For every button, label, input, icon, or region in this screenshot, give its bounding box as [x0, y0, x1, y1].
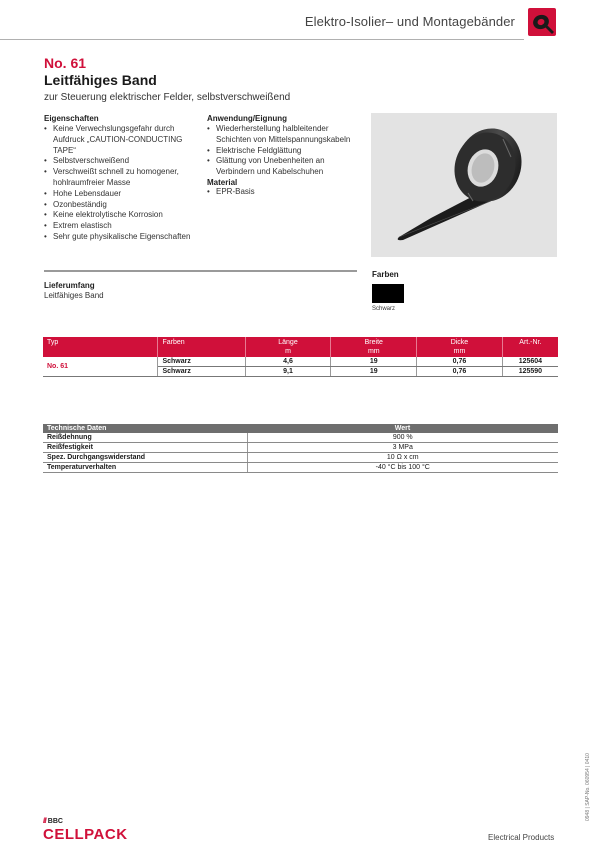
dicke-cell: 0,76 — [417, 367, 503, 377]
brand-prefix: /// BBC — [43, 818, 63, 825]
product-table — [43, 337, 558, 377]
material-title: Material — [207, 177, 238, 187]
brand-logo: CELLPACK — [43, 826, 128, 843]
product-title: Leitfähiges Band — [44, 72, 157, 88]
table-row — [43, 463, 558, 473]
product-number: No. 61 — [44, 55, 87, 71]
artnr-cell: 125590 — [502, 367, 558, 377]
lieferumfang-value: Leitfähiges Band — [44, 291, 104, 300]
section-divider — [44, 270, 357, 272]
color-swatch-black — [372, 284, 404, 303]
product-photo — [371, 113, 557, 257]
col-header-dicke: Dicke mm — [417, 337, 503, 357]
laenge-cell: 4,6 — [245, 357, 331, 367]
tech-value-cell: -40 °C bis 100 °C — [247, 463, 558, 473]
breite-cell: 19 — [331, 357, 417, 367]
table-row — [43, 443, 558, 453]
tech-data-table — [43, 424, 558, 473]
col-header-artnr: Art.-Nr. — [502, 337, 558, 357]
material-item: • EPR-Basis — [207, 187, 365, 198]
tech-header-value: Wert — [247, 424, 558, 433]
artnr-cell: 125604 — [502, 357, 558, 367]
farben-title: Farben — [372, 270, 399, 279]
eigenschaft-item: • Keine elektrolytische Korrosion — [44, 210, 202, 221]
category-title: Elektro-Isolier– und Montagebänder — [304, 14, 515, 29]
type-cell: No. 61 — [43, 357, 158, 377]
tech-value-cell: 3 MPa — [247, 443, 558, 453]
color-swatch-label: Schwarz — [372, 306, 396, 312]
table-row — [43, 433, 558, 443]
dicke-cell: 0,76 — [417, 357, 503, 367]
table-row — [43, 453, 558, 463]
tech-label-cell: Reißfestigkeit — [43, 443, 247, 453]
tech-label-cell: Temperaturverhalten — [43, 463, 247, 473]
header-divider — [0, 39, 524, 40]
eigenschaft-item: • Ozonbeständig — [44, 200, 202, 211]
eigenschaft-item: • Selbstverschweißend — [44, 156, 202, 167]
col-header-typ: Typ — [43, 337, 158, 357]
breite-cell: 19 — [331, 367, 417, 377]
col-header-farben: Farben — [158, 337, 245, 357]
anwendung-item: • Glättung von Unebenheiten an Verbindern und Kabelschuhen — [207, 156, 365, 178]
lieferumfang-title: Lieferumfang — [44, 281, 95, 290]
laenge-cell: 9,1 — [245, 367, 331, 377]
col-header-laenge: Länge m — [245, 337, 331, 357]
eigenschaften-section — [44, 114, 202, 243]
anwendung-item: • Wiederherstellung halbleitender Schichten von Mittelspannungskabeln — [207, 124, 365, 146]
tech-header-label: Technische Daten — [43, 424, 247, 433]
tape-roll-icon — [528, 8, 556, 36]
farbe-cell: Schwarz — [158, 367, 245, 377]
tech-label-cell: Reißdehnung — [43, 433, 247, 443]
eigenschaft-item: • Verschweißt schnell zu homogener, hohlraumfreier Masse — [44, 167, 202, 189]
table-row — [43, 357, 558, 367]
footer-tagline: Electrical Products — [488, 833, 555, 842]
eigenschaft-item: • Hohe Lebensdauer — [44, 189, 202, 200]
eigenschaft-item: • Sehr gute physikalische Eigenschaften — [44, 232, 202, 243]
anwendung-title: Anwendung/Eignung — [207, 114, 287, 123]
product-subtitle: zur Steuerung elektrischer Felder, selbstverschweißend — [44, 92, 291, 103]
eigenschaft-item: • Keine Verwechslungsgefahr durch Aufdruck „CAUTION-CONDUCTING TAPE“ — [44, 124, 202, 156]
tech-value-cell: 10 Ω x cm — [247, 453, 558, 463]
anwendung-item: • Elektrische Feldglättung — [207, 146, 365, 157]
eigenschaft-item: • Extrem elastisch — [44, 221, 202, 232]
farbe-cell: Schwarz — [158, 357, 245, 367]
anwendung-section — [207, 114, 365, 198]
col-header-breite: Breite mm — [331, 337, 417, 357]
tech-label-cell: Spez. Durchgangswiderstand — [43, 453, 247, 463]
tech-value-cell: 900 % — [247, 433, 558, 443]
eigenschaften-title: Eigenschaften — [44, 114, 99, 123]
document-code: 0948 | SAP-No. 060954 | 0410 — [585, 753, 591, 821]
